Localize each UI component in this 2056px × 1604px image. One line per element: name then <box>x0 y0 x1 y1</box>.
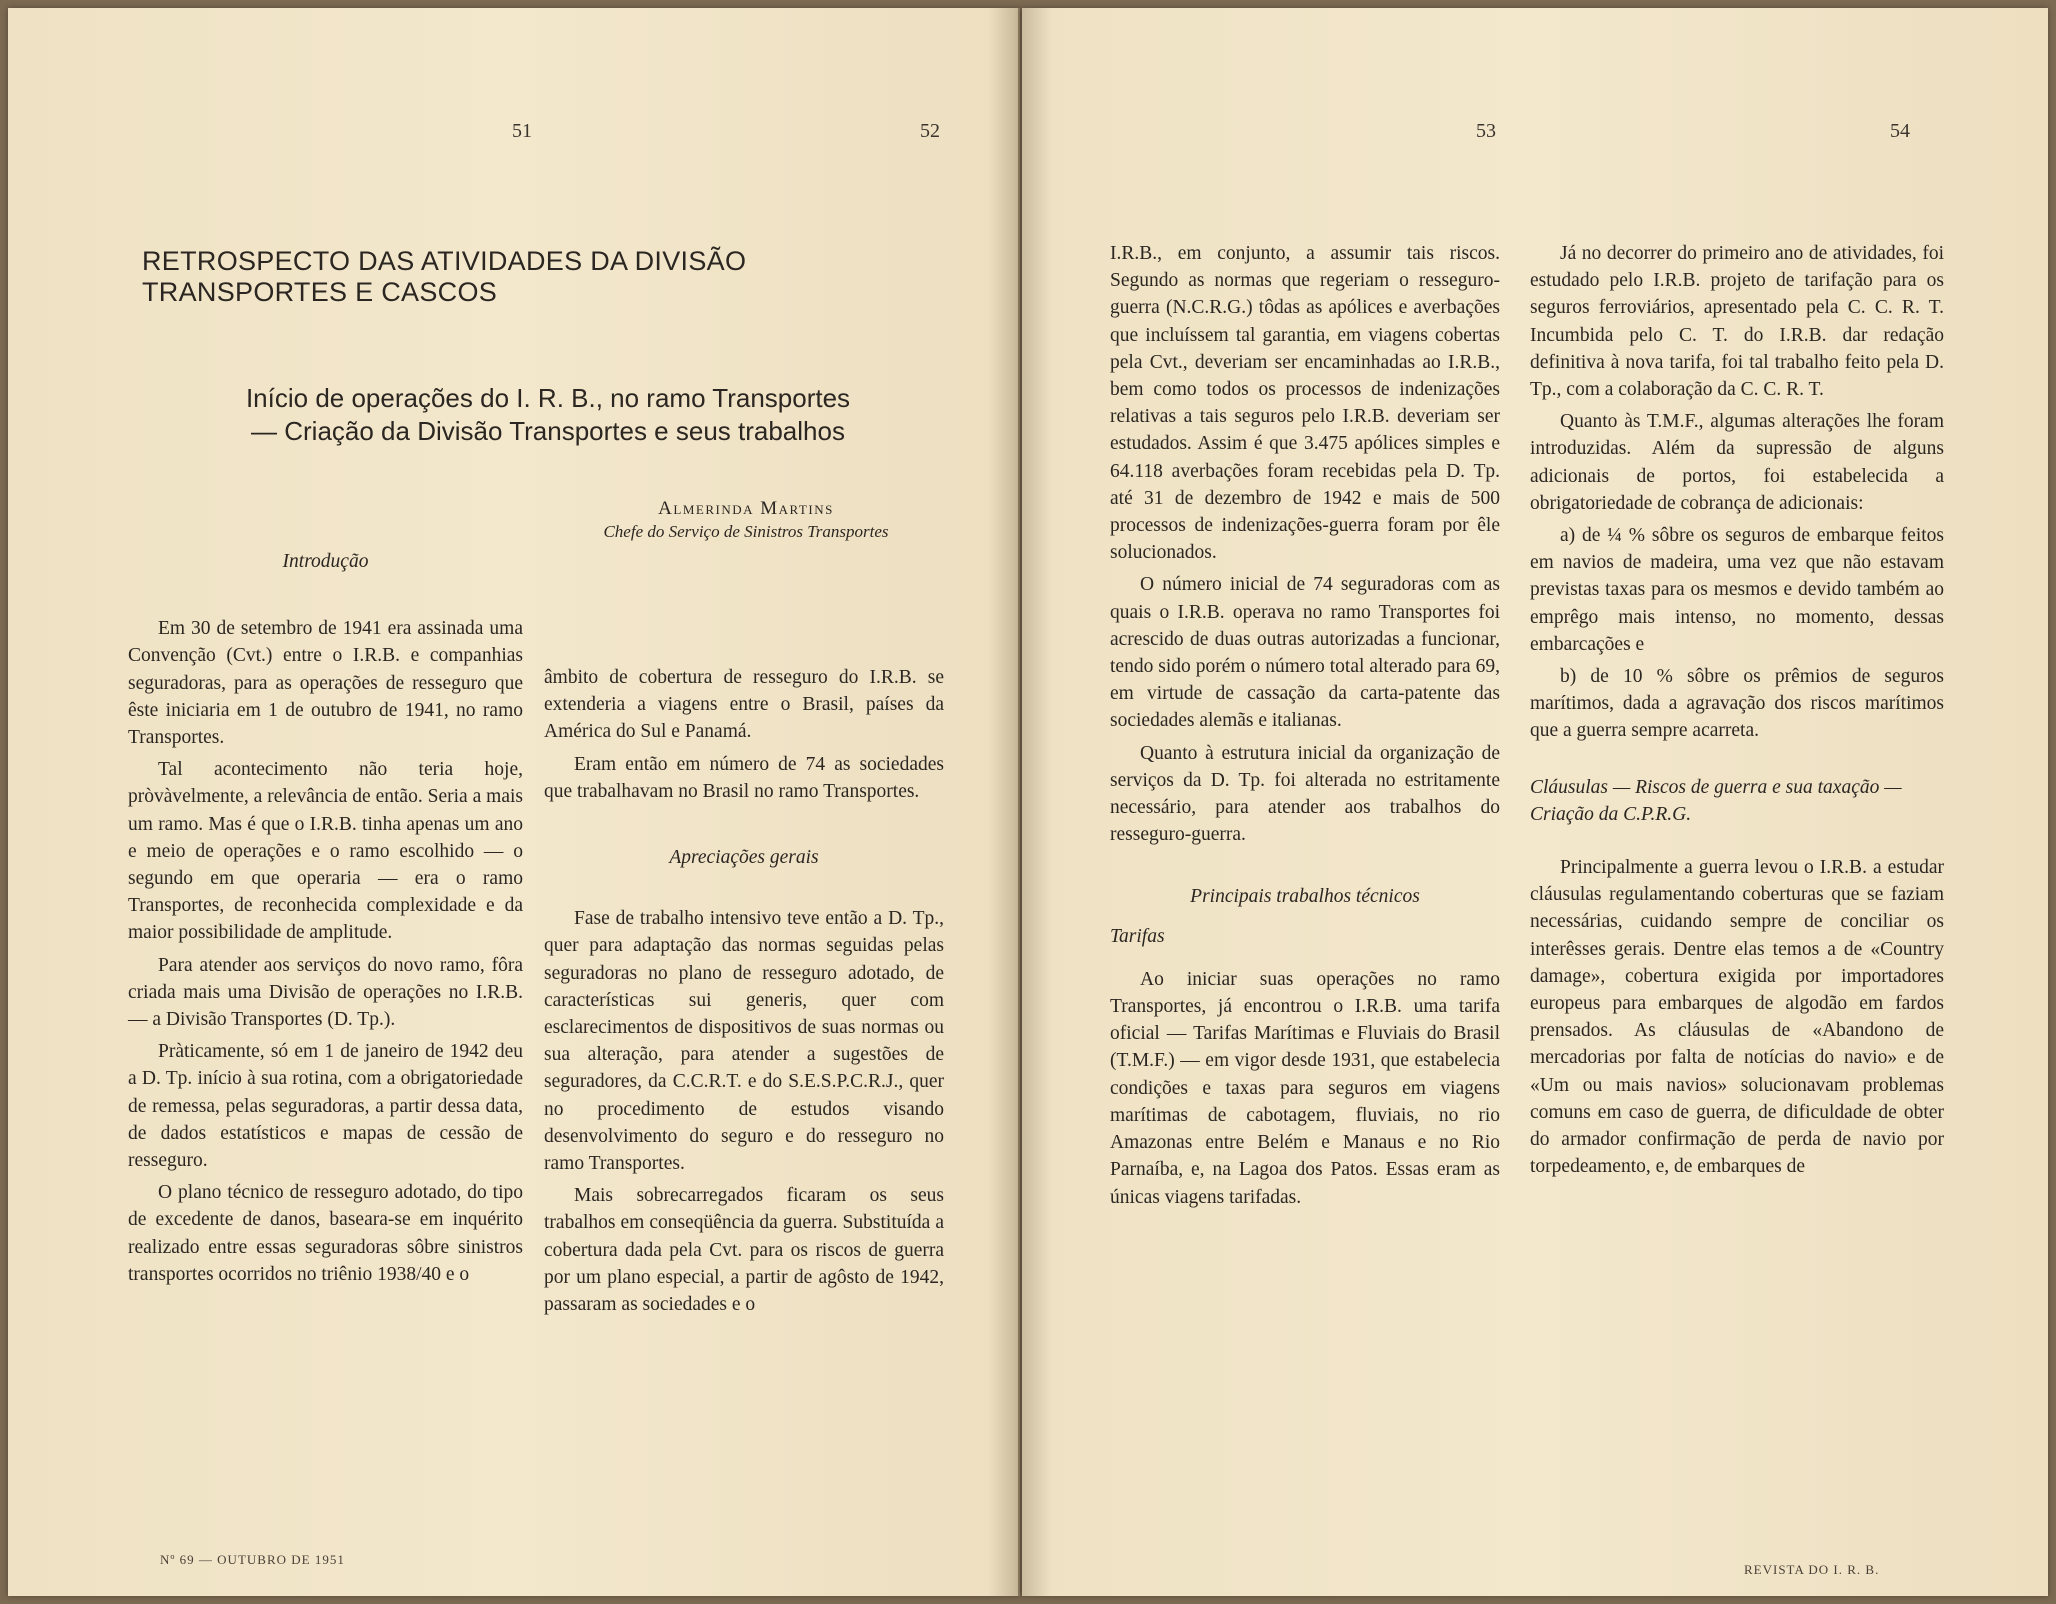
paragraph: âmbito de cobertura de resseguro do I.R.B. se extenderia a viagens entre o Brasil, países da América do Sul e Panamá. <box>544 667 944 743</box>
paragraph: I.R.B., em conjunto, a assumir tais riscos. Segundo as normas que regeriam o resseguro-guerra (N.C.R.G.) tôdas as apólices e averbações que incluíssem tal garantia, em viagens cobertas pela Cvt., deveriam ser encaminhadas ao I.R.B., bem como todos os processos de indenizações relativas a tais seguros pelo I.R.B. deveriam ser estudados. Assim é que 3.475 apólices simples e 64.118 averbações foram recebidas pela D. Tp. até 31 de dezembro de 1942 e mais de 500 processos de indenizações-guerra foram por êle solucionados. <box>1110 243 1500 564</box>
paragraph: Ao iniciar suas operações no ramo Transportes, já encontrou o I.R.B. uma tarifa oficial — Tarifas Marítimas e Fluviais do Brasil (T.M.F.) — em vigor desde 1931, que estabelecia condições e taxas para seguros em viagens marítimas de cabotagem, fluviais, no rio Amazonas entre Belém e Manaus e no Rio Parnaíba, e, na Lagoa dos Patos. Essas eram as únicas viagens tarifadas. <box>1110 968 1500 1208</box>
paragraph: Pràticamente, só em 1 de janeiro de 1942 deu a D. Tp. início à sua rotina, com a obrigatoriedade de remessa, pelas seguradoras, a partir dessa data, de dados estatísticos e mapas de cessão de resseguro. <box>128 1041 523 1172</box>
paragraph: Quanto à estrutura inicial da organização de serviços da D. Tp. foi alterada no estritamente necessário, para atender aos trabalhos do resseguro-guerra. <box>1110 742 1500 846</box>
paragraph: Fase de trabalho intensivo teve então a D. Tp., quer para adaptação das normas seguidas pelas seguradoras no plano de resseguro adotado, de características sui generis, quer com esclarecimentos de dispositivos de suas normas ou sua alteração, para atender a sugestões de seguradores, da C.C.R.T. e do S.E.S.P.C.R.J., quer no procedimento de estudos visando desenvolvimento do seguro e do resseguro no ramo Transportes. <box>544 908 944 1175</box>
column-2 <box>544 664 944 1323</box>
left-page-gutter-shadow <box>988 8 1018 1596</box>
section-heading-tarifas: Tarifas <box>1110 925 1165 947</box>
paragraph: Quanto às T.M.F., algumas alterações lhe foram introduzidas. Além da supressão de alguns adicionais de portos, foi estabelecida a obrigatoriedade de cobrança de adicionais: <box>1530 411 1944 514</box>
column-3 <box>1110 240 1500 1216</box>
author-block <box>556 498 936 542</box>
list-item: a) de ¼ % sôbre os seguros de embarque feitos em navios de madeira, uma vez que não estavam previstas taxas para os mesmos e devido também ao emprêgo mais intenso, no momento, dessas embarcações e <box>1530 525 1944 655</box>
page-number-54: 54 <box>1890 120 1910 142</box>
page-number-51: 51 <box>512 120 532 142</box>
article-subtitle-line-1: Início de operações do I. R. B., no ramo Transportes <box>245 383 851 413</box>
spacer <box>544 871 944 905</box>
paragraph: Principalmente a guerra levou o I.R.B. a estudar cláusulas regulamentando coberturas que se faziam necessárias, cuidando sempre de conciliar os interêsses gerais. Dentre elas temos a de «Country damage», cobertura exigida por importadores europeus para embarques de algodão em fardos prensados. As cláusulas de «Abandono de mercadorias por falta de notícias do navio» e de «Um ou mais navios» solucionavam problemas comuns em caso de guerra, de dificuldade de obter do armador confirmação de perda de navio por torpedeamento, e, de embarques de <box>1530 857 1944 1178</box>
list-item: b) de 10 % sôbre os prêmios de seguros marítimos, dada a agravação dos riscos marítimos que a guerra sempre acarreta. <box>1530 666 1944 742</box>
paragraph: Em 30 de setembro de 1941 era assinada uma Convenção (Cvt.) entre o I.R.B. e companhias seguradoras, para as operações de resseguro que êste iniciaria em 1 de outubro de 1941, no ramo Transportes. <box>128 618 523 749</box>
article-title-line-1: RETROSPECTO DAS ATIVIDADES DA DIVISÃO <box>142 246 747 276</box>
paragraph: Já no decorrer do primeiro ano de atividades, foi estudado pelo I.R.B. projeto de tarifação para os seguros ferroviários, apresentado pela C. C. R. T. Incumbida pelo C. T. do I.R.B. dar redação definitiva à nova tarifa, foi tal trabalho feito pela D. Tp., com a colaboração da C. C. R. T. <box>1530 243 1944 401</box>
paragraph: O número inicial de 74 seguradoras com as quais o I.R.B. operava no ramo Transportes foi acrescido de duas outras autorizadas a funcionar, tendo sido porém o número total alterado para 69, em virtude de cassação da carta-patente das sociedades alemãs e italianas. <box>1110 574 1500 732</box>
article-title <box>142 246 746 308</box>
right-page <box>1022 8 2048 1596</box>
paragraph: Tal acontecimento não teria hoje, pròvàvelmente, a relevância de então. Seria a mais um ramo. Mas é que o I.R.B. tinha apenas um ano e meio de operações e o ramo escolhido — o segundo em que operaria — era o ramo Transportes, de reconhecida complexidade e da maior possibilidade de amplitude. <box>128 759 523 944</box>
right-page-gutter-shadow <box>1022 8 1052 1596</box>
paragraph: O plano técnico de resseguro adotado, do tipo de excedente de danos, baseara-se em inquérito realizado entre essas seguradoras sôbre sinistros transportes ocorridos no triênio 1938/40 e o <box>128 1182 523 1285</box>
left-page <box>8 8 1020 1596</box>
paragraph: Mais sobrecarregados ficaram os seus trabalhos em conseqüência da guerra. Substituída a cobertura dada pela Cvt. para os riscos de guerra por um plano especial, a partir de agôsto de 1942, passaram as sociedades e o <box>544 1185 944 1316</box>
author-role: Chefe do Serviço de Sinistros Transportes <box>603 522 889 541</box>
article-subtitle <box>208 382 888 448</box>
section-heading-clausulas: Cláusulas — Riscos de guerra e sua taxação — Criação da C.P.R.G. <box>1530 776 1902 825</box>
article-title-line-2: TRANSPORTES E CASCOS <box>142 277 498 307</box>
article-subtitle-line-2: — Criação da Divisão Transportes e seus trabalhos <box>251 416 845 446</box>
spacer <box>544 810 944 844</box>
page-number-52: 52 <box>920 120 940 142</box>
page-number-53: 53 <box>1476 120 1496 142</box>
author-name: Almerinda Martins <box>658 498 834 519</box>
section-heading-apreciacoes-gerais: Apreciações gerais <box>669 847 819 869</box>
section-heading-principais-trabalhos: Principais trabalhos técnicos <box>1190 886 1420 908</box>
footer-journal: REVISTA DO I. R. B. <box>1744 1562 1880 1577</box>
column-1 <box>128 548 523 1293</box>
paragraph: Eram então em número de 74 as sociedades que trabalhavam no Brasil no ramo Transportes. <box>544 753 944 802</box>
section-heading-introducao: Introdução <box>282 551 369 572</box>
footer-issue: Nº 69 — OUTUBRO DE 1951 <box>160 1552 345 1567</box>
column-4 <box>1530 240 1944 1186</box>
paragraph: Para atender aos serviços do novo ramo, fôra criada mais uma Divisão de operações no I.R.B. — a Divisão Transportes (D. Tp.). <box>128 954 523 1031</box>
